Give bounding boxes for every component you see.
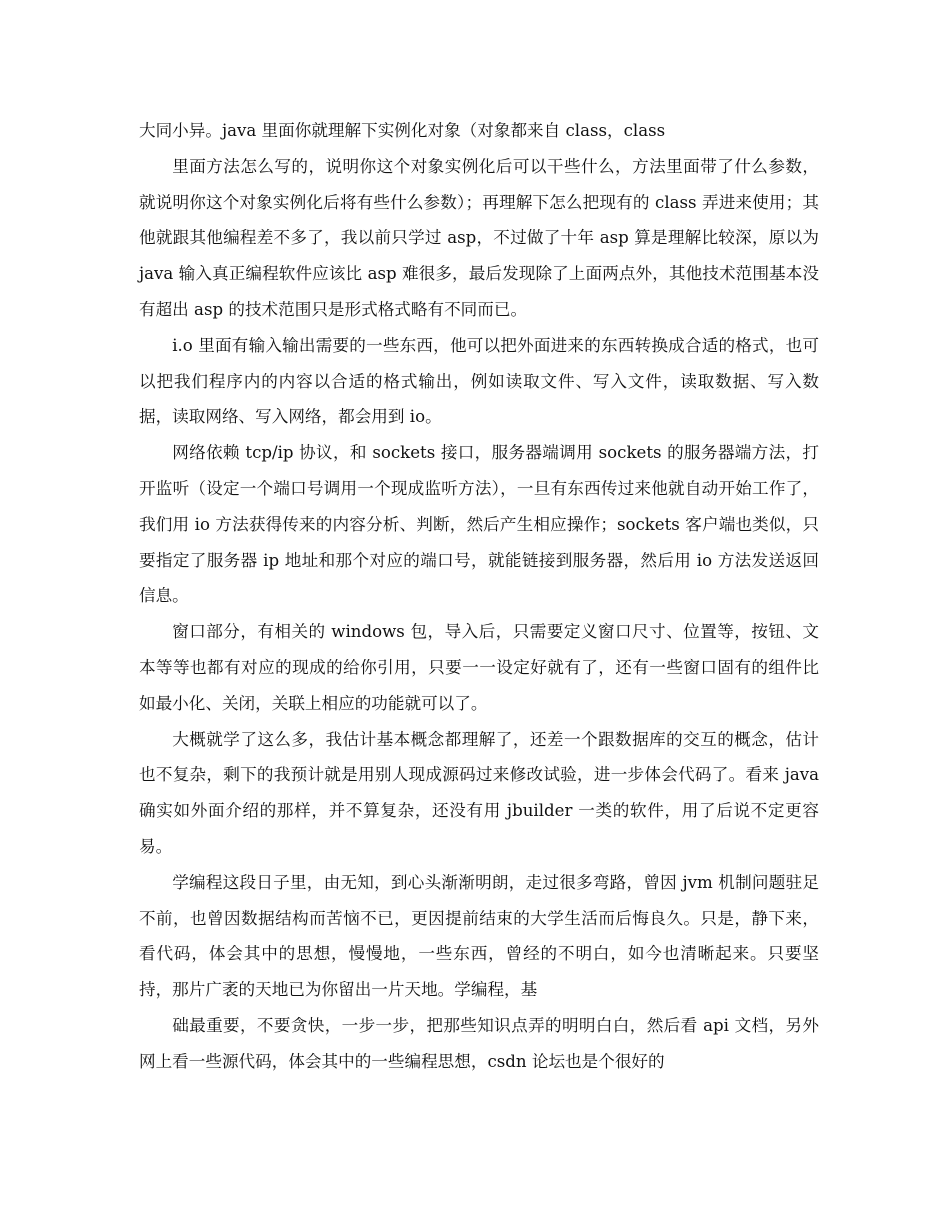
paragraph-3: i.o 里面有输入输出需要的一些东西，他可以把外面进来的东西转换成合适的格式，也可以把我们程序内的内容以合适的格式输出，例如读取文件、写入文件，读取数据、写入数据，读取网络、写入网络，都会用到 io。	[139, 335, 819, 427]
paragraph-7: 学编程这段日子里，由无知，到心头渐渐明朗，走过很多弯路，曾因 jvm 机制问题驻足不前，也曾因数据结构而苦恼不已，更因提前结束的大学生活而后悔良久。只是，静下来，看代码，体会其中的思想，慢慢地，一些东西，曾经的不明白，如今也清晰起来。只要坚持，那片广袤的天地已为你留出一片天地。学编程，基	[139, 872, 819, 1000]
paragraph-2: 里面方法怎么写的，说明你这个对象实例化后可以干些什么，方法里面带了什么参数，就说明你这个对象实例化后将有些什么参数）；再理解下怎么把现有的 class 弄进来使用；其他就跟其他编程差不多了，我以前只学过 asp，不过做了十年 asp 算是理解比较深，原以为 java 输入真正编程软件应该比 asp 难很多，最后发现除了上面两点外，其他技术范围基本没有超出 asp 的技术范围只是形式格式略有不同而已。	[139, 156, 819, 319]
paragraph-1: 大同小异。java 里面你就理解下实例化对象（对象都来自 class，class	[139, 121, 666, 140]
paragraph-8: 础最重要，不要贪快，一步一步，把那些知识点弄的明明白白，然后看 api 文档，另外网上看一些源代码，体会其中的一些编程思想，csdn 论坛也是个很好的	[139, 1015, 819, 1071]
paragraph-5: 窗口部分，有相关的 windows 包，导入后，只需要定义窗口尺寸、位置等，按钮、文本等等也都有对应的现成的给你引用，只要一一设定好就有了，还有一些窗口固有的组件比如最小化、关闭，关联上相应的功能就可以了。	[139, 622, 819, 713]
paragraph-6: 大概就学了这么多，我估计基本概念都理解了，还差一个跟数据库的交互的概念，估计也不复杂，剩下的我预计就是用别人现成源码过来修改试验，进一步体会代码了。看来 java 确实如外面介绍的那样，并不算复杂，还没有用 jbuilder 一类的软件，用了后说不定更容易。	[139, 729, 819, 856]
body-text	[139, 113, 819, 1080]
paragraph-4: 网络依赖 tcp/ip 协议，和 sockets 接口，服务器端调用 sockets 的服务器端方法，打开监听（设定一个端口号调用一个现成监听方法），一旦有东西传过来他就自动开始工作了，我们用 io 方法获得传来的内容分析、判断，然后产生相应操作；sockets 客户端也类似，只要指定了服务器 ip 地址和那个对应的端口号，就能链接到服务器，然后用 io 方法发送返回信息。	[139, 443, 819, 606]
